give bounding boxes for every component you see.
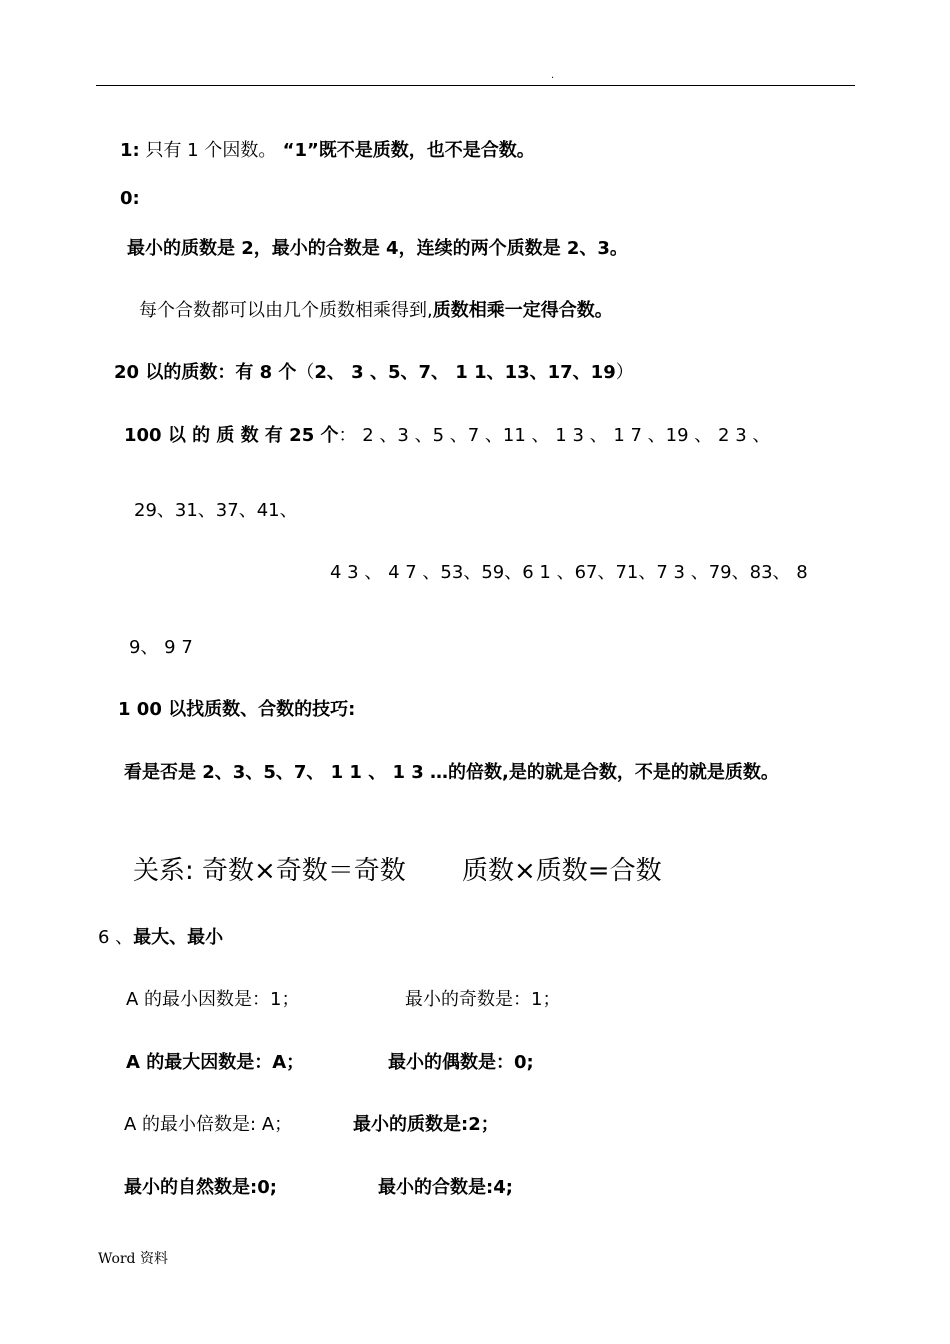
footer-label: Word 资料 bbox=[98, 1251, 168, 1267]
header-rule bbox=[96, 85, 855, 86]
row1-left: A 的最小因数是：1； bbox=[126, 989, 300, 1010]
line-primes-under-100 bbox=[124, 425, 770, 447]
line-one-label: 1: bbox=[120, 140, 140, 161]
row3-left: A 的最小倍数是: A； bbox=[124, 1114, 293, 1135]
line-zero-label: 0: bbox=[120, 188, 140, 209]
line-one-plain: 只有 1 个因数。 bbox=[139, 140, 277, 161]
section-heading bbox=[98, 927, 223, 949]
technique-rule: 看是否是 2、3、5、7、 1 1 、 1 3 …的倍数,是的就是合数，不是的就是质数。 bbox=[124, 762, 779, 783]
composite-rule-bold: 质数相乘一定得合数。 bbox=[432, 300, 613, 321]
line-composite-rule bbox=[139, 300, 613, 322]
row2-left: A 的最大因数是：A； bbox=[126, 1052, 305, 1073]
row1-right: 最小的奇数是：1； bbox=[405, 989, 561, 1010]
header-mark: . bbox=[551, 70, 555, 81]
primes-20-open: （ bbox=[296, 362, 315, 383]
line-primes-under-20 bbox=[114, 362, 634, 384]
row2-right: 最小的偶数是：0; bbox=[388, 1052, 534, 1073]
line-one-bold: “1”既不是质数，也不是合数。 bbox=[276, 140, 535, 161]
primes-100-cont-2: 4 3 、 4 7 、53、59、6 1 、67、71、7 3 、79、83、 8 bbox=[330, 562, 808, 583]
composite-rule-plain: 每个合数都可以由几个质数相乘得到, bbox=[139, 300, 433, 321]
line-one-fact bbox=[120, 140, 535, 162]
primes-100-label: 100 以 的 质 数 有 25 个 bbox=[124, 425, 339, 446]
section-title: 最大、最小 bbox=[133, 927, 224, 948]
section-number: 6 、 bbox=[98, 927, 134, 948]
primes-100-list: ： 2 、3 、5 、7 、11 、 1 3 、 1 7 、19 、 2 3 、 bbox=[338, 425, 771, 446]
line-smallest-prime: 最小的质数是 2，最小的合数是 4，连续的两个质数是 2、3。 bbox=[127, 238, 628, 259]
row3-right: 最小的质数是:2； bbox=[353, 1114, 499, 1135]
primes-20-close: ） bbox=[615, 362, 634, 383]
relation-prime: 质数×质数=合数 bbox=[462, 856, 662, 886]
row4-left: 最小的自然数是:0; bbox=[124, 1177, 277, 1198]
primes-20-list: 2、 3 、5、7、 1 1、13、17、19 bbox=[314, 362, 616, 383]
primes-20-label: 20 以的质数：有 8 个 bbox=[114, 362, 297, 383]
relation-odd: 关系: 奇数×奇数＝奇数 bbox=[133, 856, 406, 886]
primes-100-cont-1: 29、31、37、41、 bbox=[134, 500, 298, 521]
row4-right: 最小的合数是:4; bbox=[378, 1177, 513, 1198]
primes-100-cont-3: 9、 9 7 bbox=[129, 637, 193, 658]
technique-heading: 1 00 以找质数、合数的技巧: bbox=[118, 699, 356, 720]
